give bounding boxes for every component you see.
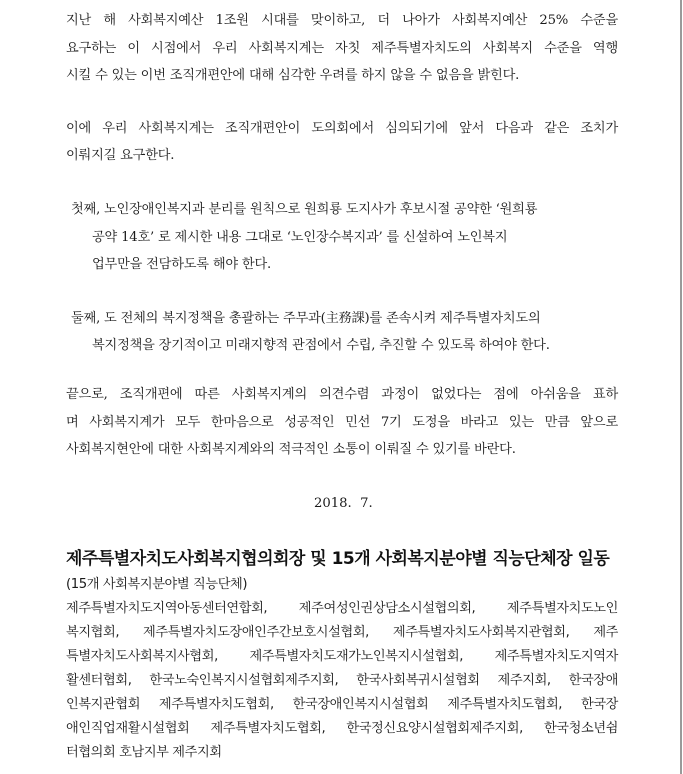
paragraph-2-line-1: 이에 우리 사회복지계는 조직개편안이 도의회에서 심의되기에 앞서 다음과 같은 조치가 <box>66 121 618 136</box>
paragraph-2-line-2: 이뤄지길 요구한다. <box>66 148 175 163</box>
organizations-line-1: 제주특별자치도지역아동센터연합회, 제주여성인권상담소시설협의회, 제주특별자치도노인 <box>66 601 618 616</box>
paragraph-1-line-1: 지난 해 사회복지예산 1조원 시대를 맞이하고, 더 나아가 사회복지예산 25% 수준을 <box>66 13 618 28</box>
document-date: 2018. 7. <box>314 496 373 511</box>
paragraph-3-line-2: 며 사회복지계가 모두 한마음으로 성공적인 민선 7기 도정을 바라고 있는 만큼 앞으로 <box>66 415 618 430</box>
item-2-line-1: 둘째, 도 전체의 복지정책을 총괄하는 주무과(主務課)를 존속시켜 제주특별자치도의 <box>71 311 541 326</box>
item-1-line-1: 첫째, 노인장애인복지과 분리를 원칙으로 원희룡 도지사가 후보시절 공약한 ‘원희룡 <box>71 202 538 217</box>
organizations-line-6: 애인직업재활시설협회 제주특별자치도협회, 한국정신요양시설협회제주지회, 한국청소년쉼 <box>66 721 618 736</box>
paragraph-1-line-3: 시킬 수 있는 이번 조직개편안에 대해 심각한 우려를 하지 않을 수 없음을 밝힌다. <box>66 68 520 83</box>
page-edge-border <box>680 0 682 774</box>
paragraph-3-line-3: 사회복지현안에 대한 사회복지계와의 적극적인 소통이 이뤄질 수 있기를 바란다. <box>66 442 516 457</box>
paragraph-1-line-2: 요구하는 이 시점에서 우리 사회복지계는 자칫 제주특별자치도의 사회복지 수준을 역행 <box>66 41 618 56</box>
item-2-line-2: 복지정책을 장기적이고 미래지향적 관점에서 수립, 추진할 수 있도록 하여야 한다. <box>92 338 550 353</box>
organizations-line-2: 복지협회, 제주특별자치도장애인주간보호시설협회, 제주특별자치도사회복지관협회, 제주 <box>66 625 618 640</box>
paragraph-3-line-1: 끝으로, 조직개편에 따른 사회복지계의 의견수렴 과정이 없었다는 점에 아쉬움을 표하 <box>66 387 618 402</box>
item-1-line-3: 업무만을 전담하도록 해야 한다. <box>92 257 271 272</box>
signatory-heading: 제주특별자치도사회복지협의회장 및 15개 사회복지분야별 직능단체장 일동 <box>66 549 610 569</box>
item-1-line-2: 공약 14호’ 로 제시한 내용 그대로 ‘노인장수복지과’ 를 신설하여 노인복지 <box>92 230 508 245</box>
organizations-label: (15개 사회복지분야별 직능단체) <box>66 577 248 592</box>
organizations-line-3: 특별자치도사회복지사협회, 제주특별자치도재가노인복지시설협회, 제주특별자치도지역자 <box>66 649 618 664</box>
organizations-line-7: 터협의회 호남지부 제주지회 <box>66 745 222 760</box>
organizations-line-5: 인복지관협회 제주특별자치도협회, 한국장애인복지시설협회 제주특별자치도협회, 한국장 <box>66 697 618 712</box>
organizations-line-4: 활센터협회, 한국노숙인복지시설협회제주지회, 한국사회복귀시설협회 제주지회, 한국장애 <box>66 673 618 688</box>
